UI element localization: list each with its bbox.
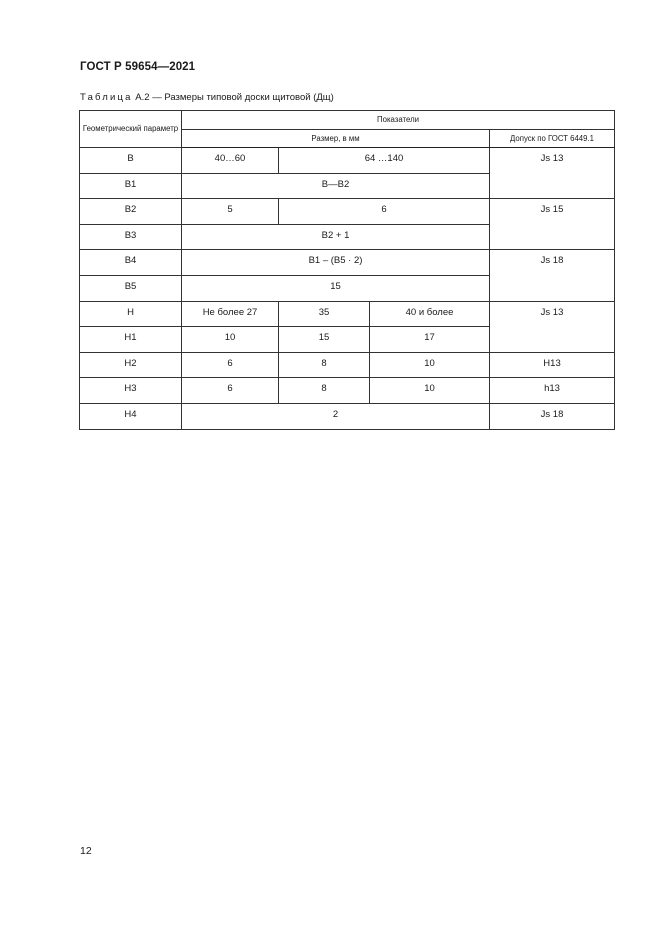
- value-cell: 10: [182, 327, 279, 353]
- param-cell: B2: [80, 199, 182, 225]
- param-cell: H4: [80, 403, 182, 429]
- value-cell: 40 и более: [370, 301, 490, 327]
- param-cell: B1: [80, 173, 182, 199]
- tolerance-cell: Js 18: [490, 250, 615, 301]
- value-cell: Не более 27: [182, 301, 279, 327]
- table-row: [80, 199, 615, 225]
- value-cell: 64 …140: [279, 148, 490, 174]
- tolerance-cell: Js 13: [490, 301, 615, 352]
- document-code: ГОСТ Р 59654—2021: [80, 61, 196, 73]
- header-tolerance: Допуск по ГОСТ 6449.1: [490, 129, 615, 148]
- tolerance-cell: Js 13: [490, 148, 615, 199]
- value-cell: 6: [182, 352, 279, 378]
- value-cell: 35: [279, 301, 370, 327]
- table-caption-text: А.2 — Размеры типовой доски щитовой (Дщ): [135, 92, 334, 103]
- table-caption: [80, 92, 334, 103]
- value-cell: 15: [279, 327, 370, 353]
- table-row: [80, 250, 615, 276]
- value-cell: 15: [182, 275, 490, 301]
- value-cell: 17: [370, 327, 490, 353]
- value-cell: B2 + 1: [182, 224, 490, 250]
- param-cell: H1: [80, 327, 182, 353]
- table-row: [80, 378, 615, 404]
- value-cell: 8: [279, 378, 370, 404]
- tolerance-cell: h13: [490, 378, 615, 404]
- value-cell: 6: [279, 199, 490, 225]
- param-cell: B5: [80, 275, 182, 301]
- value-cell: 8: [279, 352, 370, 378]
- table-row: [80, 301, 615, 327]
- value-cell: 6: [182, 378, 279, 404]
- value-cell: 2: [182, 403, 490, 429]
- tolerance-cell: H13: [490, 352, 615, 378]
- value-cell: B1 – (B5 · 2): [182, 250, 490, 276]
- tolerance-cell: Js 18: [490, 403, 615, 429]
- value-cell: B—B2: [182, 173, 490, 199]
- param-cell: H3: [80, 378, 182, 404]
- table-row: [80, 148, 615, 174]
- value-cell: 5: [182, 199, 279, 225]
- table-row: [80, 352, 615, 378]
- value-cell: 40…60: [182, 148, 279, 174]
- dimensions-table: [79, 110, 615, 430]
- table-row: [80, 403, 615, 429]
- value-cell: 10: [370, 352, 490, 378]
- header-indicators: Показатели: [182, 111, 615, 130]
- value-cell: 10: [370, 378, 490, 404]
- param-cell: H: [80, 301, 182, 327]
- tolerance-cell: Js 15: [490, 199, 615, 250]
- param-cell: H2: [80, 352, 182, 378]
- header-geometric-parameter: Геометрический параметр: [80, 111, 182, 148]
- param-cell: B3: [80, 224, 182, 250]
- param-cell: B: [80, 148, 182, 174]
- param-cell: B4: [80, 250, 182, 276]
- page-number: 12: [80, 845, 92, 857]
- table-caption-label: Таблица: [80, 92, 133, 103]
- header-size-mm: Размер, в мм: [182, 129, 490, 148]
